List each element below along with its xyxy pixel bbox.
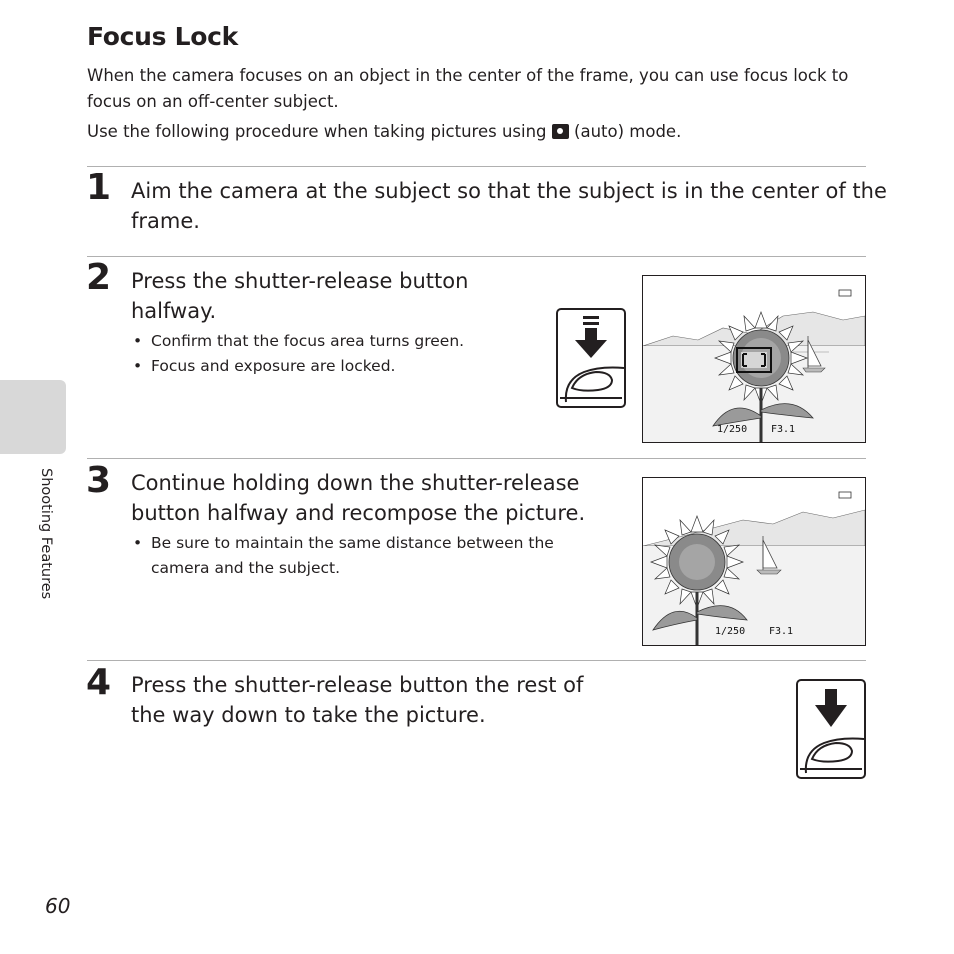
step-2-number: 2 [86, 257, 112, 298]
bullet-item [131, 531, 554, 581]
shutter-full-press-icon [796, 679, 866, 779]
intro-line-3-end: (auto) mode. [574, 122, 682, 141]
step-1-line-2: frame. [131, 209, 200, 233]
step-3-line-1: Continue holding down the shutter-release [131, 471, 580, 495]
bullet-line-2: camera and the subject. [151, 559, 341, 577]
aperture-readout: F3.1 [769, 626, 794, 637]
step-divider [87, 256, 866, 257]
shutter-half-press-icon [556, 308, 626, 408]
step-divider [87, 660, 866, 661]
page-title: Focus Lock [87, 22, 238, 51]
camera-screen-centered [642, 275, 866, 443]
aperture-readout: F3.1 [771, 424, 796, 435]
bullet-line-1: Be sure to maintain the same distance between the [151, 534, 554, 552]
bullet-item: • Confirm that the focus area turns green. [131, 329, 464, 354]
camera-auto-icon [552, 124, 569, 139]
intro-line-3 [87, 119, 681, 145]
step-2-bullets [131, 329, 464, 379]
shutter-speed-readout: 1/250 [715, 626, 746, 637]
step-divider [87, 166, 866, 167]
side-label-text: Shooting Features [38, 468, 54, 600]
section-tab [0, 380, 66, 454]
step-4-number: 4 [86, 662, 112, 703]
camera-screen-recomposed [642, 477, 866, 646]
step-2-line-1: Press the shutter-release button [131, 269, 469, 293]
step-1-line-1: Aim the camera at the subject so that the subject is in the center of the [131, 179, 887, 203]
step-2-line-2: halfway. [131, 299, 217, 323]
step-4-line-1: Press the shutter-release button the rest of [131, 673, 584, 697]
step-3-line-2: button halfway and recompose the picture. [131, 501, 586, 525]
intro-line-1: When the camera focuses on an object in the center of the frame, you can use focus lock to [87, 66, 849, 85]
step-3-bullets [131, 531, 554, 581]
page-number: 60 [45, 894, 71, 918]
intro-line-2: focus on an off-center subject. [87, 92, 339, 111]
step-1-number: 1 [86, 167, 112, 208]
side-label [32, 468, 54, 628]
step-3-number: 3 [86, 460, 112, 501]
intro-line-3-start: Use the following procedure when taking pictures using [87, 122, 547, 141]
step-4-line-2: the way down to take the picture. [131, 703, 486, 727]
bullet-item: • Focus and exposure are locked. [131, 354, 464, 379]
step-divider [87, 458, 866, 459]
shutter-speed-readout: 1/250 [717, 424, 748, 435]
